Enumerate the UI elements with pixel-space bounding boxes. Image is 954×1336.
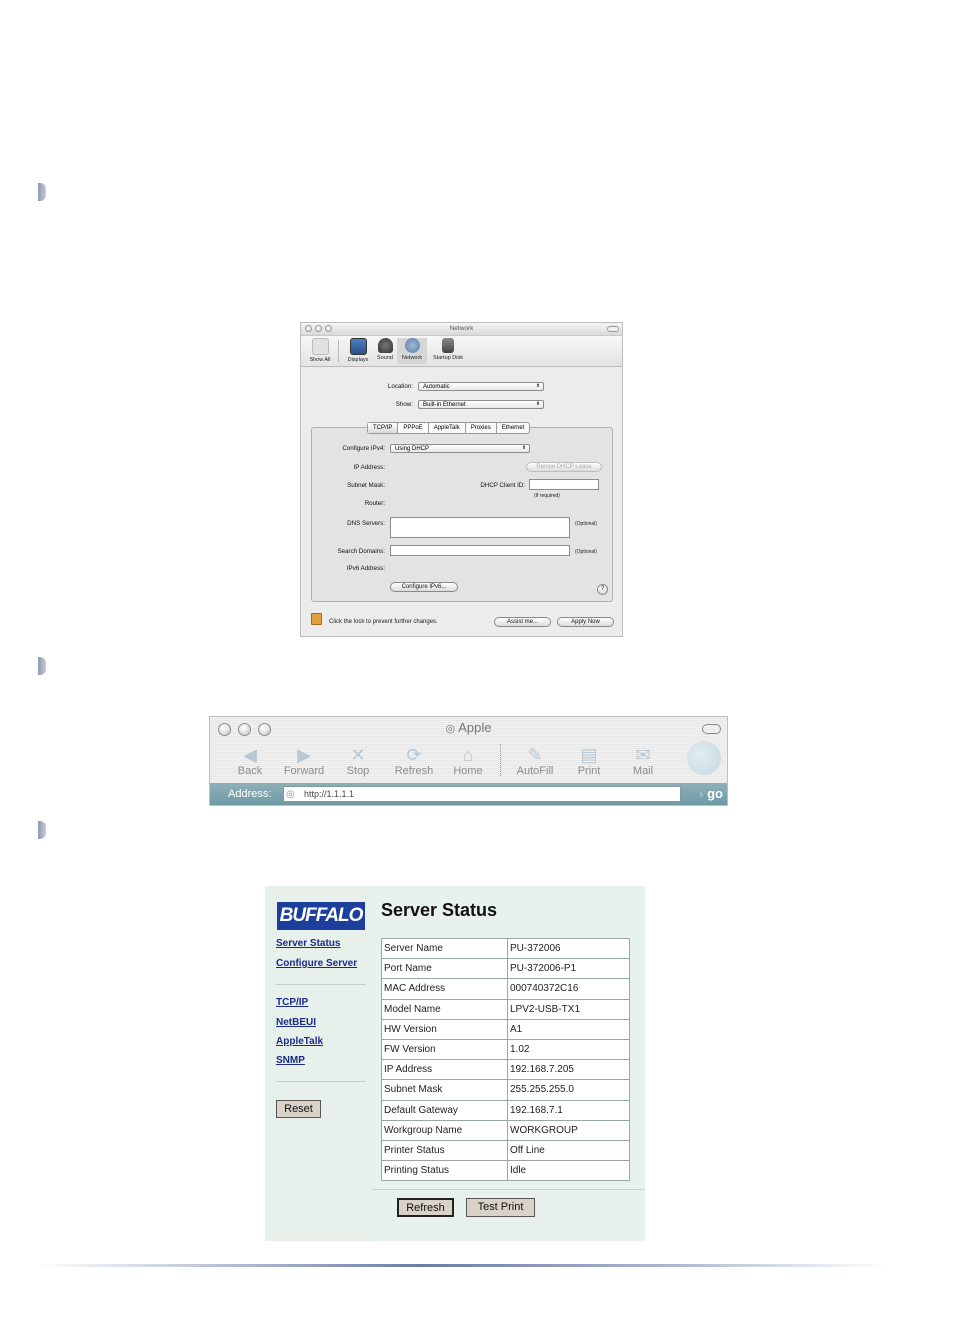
refresh-button[interactable] bbox=[389, 745, 439, 777]
reset-button[interactable]: Reset bbox=[276, 1100, 321, 1118]
tab-pppoe[interactable]: PPPoE bbox=[398, 423, 428, 433]
server-status-page bbox=[265, 886, 645, 1241]
status-value: 192.168.7.205 bbox=[508, 1060, 630, 1080]
go-label: go bbox=[707, 786, 723, 801]
show-popup[interactable] bbox=[418, 400, 544, 409]
page-title: Server Status bbox=[381, 900, 498, 920]
bullet-marker bbox=[38, 657, 46, 675]
sidebar-link-netbeui[interactable]: NetBEUI bbox=[276, 1017, 317, 1028]
configure-ipv4-label: Configure IPv4: bbox=[342, 445, 385, 452]
table-row bbox=[382, 1100, 630, 1120]
search-optional-note: (Optional) bbox=[575, 549, 597, 555]
toolbar-divider bbox=[338, 340, 339, 362]
status-key: MAC Address bbox=[382, 979, 508, 999]
address-input[interactable]: http://1.1.1.1 bbox=[283, 786, 681, 802]
nav-label: Print bbox=[577, 765, 601, 777]
refresh-button[interactable]: Refresh bbox=[397, 1198, 454, 1217]
apple-icon bbox=[312, 338, 329, 355]
dhcp-client-id-field[interactable] bbox=[529, 479, 599, 490]
autofill-pen-icon: ✎ bbox=[527, 745, 543, 765]
home-button[interactable] bbox=[443, 745, 493, 777]
lock-text: Click the lock to prevent further changes. bbox=[329, 619, 438, 625]
refresh-icon: ⟳ bbox=[406, 745, 422, 765]
search-domains-label: Search Domains: bbox=[337, 548, 385, 555]
nav-label: Mail bbox=[632, 765, 654, 777]
toolbar-label: Show All bbox=[309, 357, 331, 363]
table-row bbox=[382, 1019, 630, 1039]
ipv6-address-label: IPv6 Address: bbox=[346, 565, 385, 572]
configure-ipv6-button[interactable]: Configure IPv6... bbox=[390, 582, 458, 592]
browser-title bbox=[210, 720, 727, 735]
buffalo-logo: BUFFALO bbox=[277, 902, 365, 930]
sidebar-link-tcpip[interactable]: TCP/IP bbox=[276, 997, 309, 1008]
toolbar-startup-disk[interactable] bbox=[429, 338, 467, 361]
show-value: Built-in Ethernet bbox=[423, 402, 466, 408]
dns-optional-note: (Optional) bbox=[575, 521, 597, 527]
lock-icon[interactable] bbox=[311, 613, 322, 625]
home-icon: ⌂ bbox=[462, 745, 474, 765]
nav-label: AutoFill bbox=[516, 765, 554, 777]
table-row bbox=[382, 1140, 630, 1160]
show-label: Show: bbox=[395, 401, 413, 408]
popup-arrows-icon: ⬍ bbox=[535, 383, 541, 389]
startup-disk-icon bbox=[442, 338, 454, 353]
table-row bbox=[382, 959, 630, 979]
toolbar-divider bbox=[500, 744, 501, 776]
toolbar-displays[interactable] bbox=[343, 338, 373, 363]
back-arrow-icon: ◀ bbox=[243, 745, 257, 765]
table-row bbox=[382, 1161, 630, 1181]
nav-label: Back bbox=[237, 765, 263, 777]
dns-servers-label: DNS Servers: bbox=[347, 520, 385, 527]
status-value: 255.255.255.0 bbox=[508, 1080, 630, 1100]
nav-label: Forward bbox=[283, 765, 325, 777]
table-row bbox=[382, 1080, 630, 1100]
tab-appletalk[interactable]: AppleTalk bbox=[429, 423, 466, 433]
table-row bbox=[382, 1120, 630, 1140]
status-key: Printing Status bbox=[382, 1161, 508, 1181]
status-value: 1.02 bbox=[508, 1039, 630, 1059]
status-value: Off Line bbox=[508, 1140, 630, 1160]
status-key: Workgroup Name bbox=[382, 1120, 508, 1140]
go-button[interactable] bbox=[699, 786, 723, 801]
bullet-marker bbox=[38, 183, 46, 201]
sidebar-divider bbox=[276, 984, 366, 985]
location-value: Automatic bbox=[423, 384, 450, 390]
nav-label: Home bbox=[453, 765, 483, 777]
tab-panel bbox=[311, 427, 613, 602]
display-icon bbox=[350, 338, 367, 355]
toolbar-network[interactable] bbox=[397, 338, 427, 364]
status-key: FW Version bbox=[382, 1039, 508, 1059]
status-key: IP Address bbox=[382, 1060, 508, 1080]
speaker-icon bbox=[378, 338, 393, 353]
window-titlebar bbox=[301, 323, 622, 336]
nav-label: Refresh bbox=[394, 765, 434, 777]
status-value: LPV2-USB-TX1 bbox=[508, 999, 630, 1019]
network-globe-icon bbox=[405, 338, 420, 353]
toolbar-show-all[interactable] bbox=[305, 338, 335, 363]
test-print-button[interactable]: Test Print bbox=[466, 1198, 535, 1217]
sidebar-link-server-status[interactable]: Server Status bbox=[276, 938, 341, 949]
popup-arrows-icon: ⬍ bbox=[535, 401, 541, 407]
sidebar bbox=[265, 886, 372, 1241]
status-value: Idle bbox=[508, 1161, 630, 1181]
browser-window bbox=[209, 716, 728, 806]
status-table bbox=[381, 938, 630, 1181]
toolbar-toggle-icon[interactable] bbox=[607, 326, 619, 332]
prefs-toolbar bbox=[301, 336, 622, 367]
ip-address-label: IP Address: bbox=[353, 464, 385, 471]
forward-arrow-icon: ▶ bbox=[297, 745, 311, 765]
if-required-note: (If required) bbox=[534, 493, 560, 499]
location-label: Location: bbox=[387, 383, 413, 390]
assist-me-button[interactable]: Assist me... bbox=[494, 617, 551, 627]
router-label: Router: bbox=[364, 500, 385, 507]
status-key: Model Name bbox=[382, 999, 508, 1019]
toolbar-label: Network bbox=[401, 355, 423, 361]
status-key: Port Name bbox=[382, 959, 508, 979]
internet-explorer-logo-icon bbox=[687, 741, 721, 775]
status-key: Subnet Mask bbox=[382, 1080, 508, 1100]
tab-ethernet[interactable]: Ethernet bbox=[501, 425, 525, 431]
help-button[interactable]: ? bbox=[597, 584, 608, 595]
sidebar-link-snmp[interactable]: SNMP bbox=[276, 1055, 305, 1066]
table-row bbox=[382, 1060, 630, 1080]
tab-tcpip[interactable]: TCP/IP bbox=[368, 423, 398, 433]
network-preferences-window bbox=[300, 322, 623, 637]
mail-button[interactable] bbox=[618, 745, 668, 777]
status-value: PU-372006 bbox=[508, 939, 630, 959]
print-button[interactable] bbox=[564, 745, 614, 777]
status-key: Default Gateway bbox=[382, 1100, 508, 1120]
mail-envelope-icon: ✉ bbox=[635, 745, 651, 765]
table-row bbox=[382, 1039, 630, 1059]
configure-ipv4-popup[interactable] bbox=[390, 444, 530, 453]
subnet-mask-label: Subnet Mask: bbox=[347, 482, 385, 489]
printer-icon: ▤ bbox=[580, 745, 598, 765]
sidebar-link-configure-server[interactable]: Configure Server bbox=[276, 958, 358, 969]
configure-ipv4-value: Using DHCP bbox=[395, 446, 430, 452]
status-value: A1 bbox=[508, 1019, 630, 1039]
toolbar-toggle-icon[interactable] bbox=[702, 724, 721, 734]
status-value: 000740372C16 bbox=[508, 979, 630, 999]
apply-now-button[interactable]: Apply Now bbox=[557, 617, 614, 627]
status-value: 192.168.7.1 bbox=[508, 1100, 630, 1120]
popup-arrows-icon: ⬍ bbox=[521, 445, 527, 451]
renew-dhcp-lease-button[interactable]: Renew DHCP Lease bbox=[526, 462, 602, 472]
sidebar-divider bbox=[276, 1081, 366, 1082]
forward-button[interactable] bbox=[279, 745, 329, 777]
back-button[interactable] bbox=[225, 745, 275, 777]
main-panel bbox=[372, 886, 645, 1241]
stop-button[interactable] bbox=[333, 745, 383, 777]
toolbar-label: Startup Disk bbox=[433, 355, 463, 361]
dhcp-client-id-label: DHCP Client ID: bbox=[480, 482, 525, 489]
window-title: Network bbox=[449, 325, 474, 332]
go-arrow-icon: › bbox=[699, 786, 704, 801]
sidebar-link-appletalk[interactable]: AppleTalk bbox=[276, 1036, 324, 1047]
table-row bbox=[382, 999, 630, 1019]
status-value: WORKGROUP bbox=[508, 1120, 630, 1140]
stop-x-icon: ✕ bbox=[350, 745, 366, 765]
browser-title-text: Apple bbox=[458, 720, 492, 735]
toolbar-label: Sound bbox=[377, 355, 393, 361]
status-value: PU-372006-P1 bbox=[508, 959, 630, 979]
main-divider bbox=[372, 1189, 645, 1190]
toolbar-sound[interactable] bbox=[373, 338, 397, 361]
dns-servers-field[interactable] bbox=[390, 517, 570, 538]
nav-label: Stop bbox=[346, 765, 370, 777]
footer-rule bbox=[36, 1264, 888, 1267]
toolbar-label: Displays bbox=[347, 357, 369, 363]
address-bar bbox=[210, 783, 727, 805]
address-label: Address: bbox=[228, 788, 272, 800]
bullet-marker bbox=[38, 821, 46, 839]
tab-proxies[interactable]: Proxies bbox=[466, 423, 497, 433]
table-row bbox=[382, 979, 630, 999]
status-key: Printer Status bbox=[382, 1140, 508, 1160]
table-row bbox=[382, 939, 630, 959]
tab-bar bbox=[367, 422, 530, 434]
autofill-button[interactable] bbox=[510, 745, 560, 777]
status-key: Server Name bbox=[382, 939, 508, 959]
location-popup[interactable] bbox=[418, 382, 544, 391]
page-icon: ◎ bbox=[286, 789, 295, 800]
status-key: HW Version bbox=[382, 1019, 508, 1039]
page-icon: ◎ bbox=[445, 723, 459, 735]
search-domains-field[interactable] bbox=[390, 545, 570, 556]
